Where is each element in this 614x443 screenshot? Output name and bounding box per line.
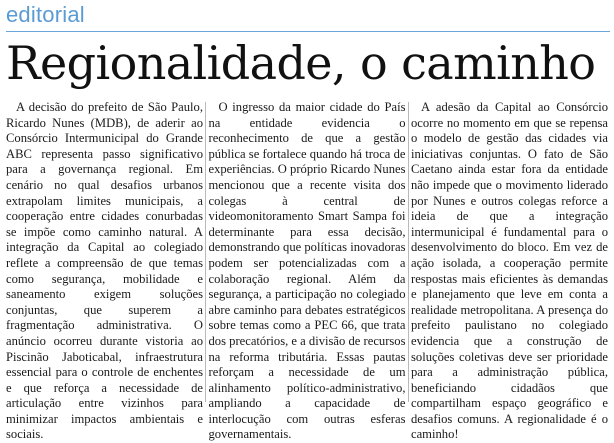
headline: Regionalidade, o caminho xyxy=(6,36,596,90)
column-divider xyxy=(205,102,206,402)
article-paragraph: O ingresso da maior cidade do País na entidade evidencia o reconhecimento de que a gestão pública se fortalece quando há troca de experiências. O próprio Ricardo Nunes mencionou que a recente visita dos colegas à central de videomonitoramento Smart Sampa foi determinante para essa decisão, demonstrando que políticas inovadoras podem ser potencializadas com a colaboração regional. Além da segurança, a participação no colegiado abre caminho para debates estratégicos sobre temas como a PEC 66, que trata dos precatórios, e a divisão de recursos na reforma tributária. Essas pautas reforçam a necessidade de um alinhamento político-administrativo, ampliando a capacidade de interlocução com outras esferas governamentais. xyxy=(208,100,406,442)
article-column-3 xyxy=(411,100,608,442)
section-label: editorial xyxy=(6,2,85,27)
article-body xyxy=(6,100,608,442)
article-paragraph: A adesão da Capital ao Consórcio ocorre no momento em que se repensa o modelo de gestão das cidades via iniciativas conjuntas. O fato de São Caetano ainda estar fora da entidade não impede que o movimento liderado por Nunes e outros colegas reforce a ideia de que a integração intermunicipal é fundamental para o desenvolvimento do bloco. Em vez de ação isolada, a cooperação permite respostas mais eficientes às demandas e planejamento que leve em conta a realidade metropolitana. A presença do prefeito paulistano no colegiado evidencia que a construção de soluções coletivas deve ser prioridade para a administração pública, beneficiando cidadãos que compartilham espaço geográfico e desafios comuns. A regionalidade é o caminho! xyxy=(411,100,608,442)
section-divider xyxy=(6,31,610,32)
article-paragraph: A decisão do prefeito de São Paulo, Ricardo Nunes (MDB), de aderir ao Consórcio Intermunicipal do Grande ABC representa passo significativo para a governança regional. Em cenário no qual desafios urbanos extrapolam limites municipais, a cooperação entre cidades conurbadas se impõe como caminho natural. A integração da Capital ao colegiado reflete a compreensão de que temas como segurança, mobilidade e saneamento exigem soluções conjuntas, que superem a fragmentação administrativa. O anúncio ocorreu durante vistoria ao Piscinão Jaboticabal, infraestrutura essencial para o controle de enchentes e que reforça a necessidade de articulação entre vizinhos para minimizar impactos ambientais e sociais. xyxy=(6,100,203,442)
column-divider xyxy=(408,102,409,402)
article-column-2 xyxy=(208,100,406,442)
article-column-1 xyxy=(6,100,203,442)
